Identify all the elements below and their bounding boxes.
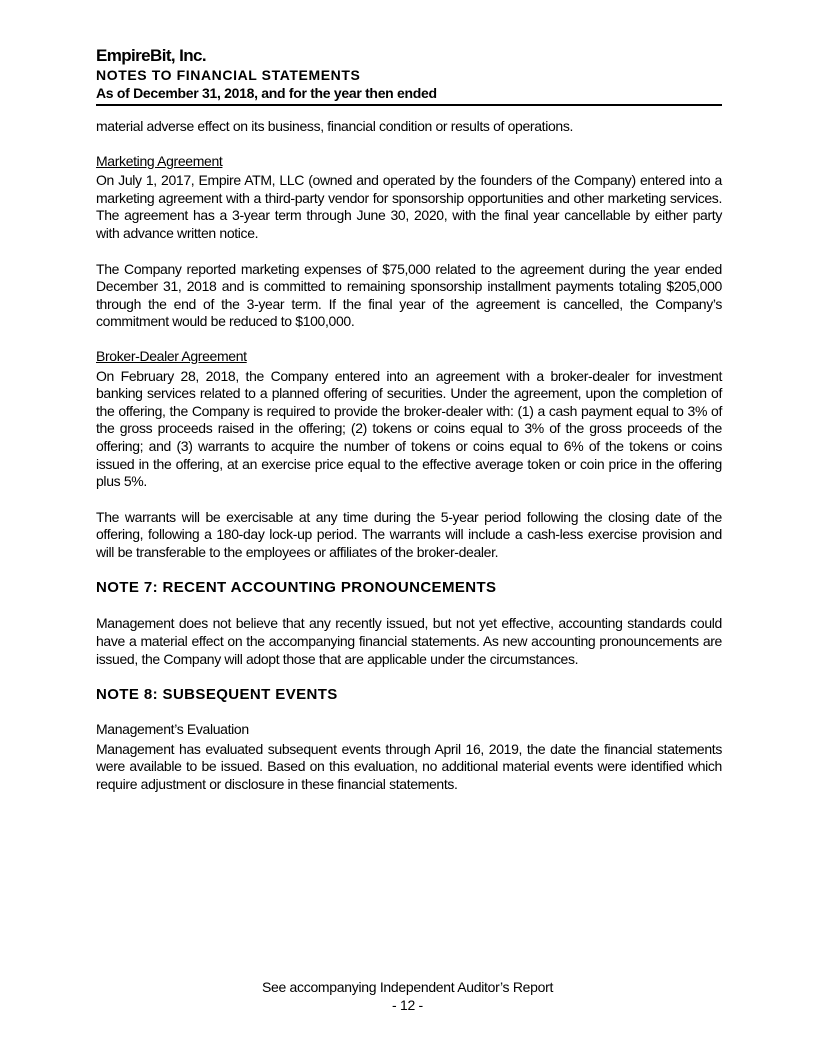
statement-period: As of December 31, 2018, and for the year then ended — [96, 85, 437, 101]
page-header — [96, 46, 722, 106]
auditor-report-note: See accompanying Independent Auditor’s Report — [261, 979, 554, 995]
marketing-agreement-paragraph-2: The Company reported marketing expenses of $75,000 related to the agreement during the year ended December 31, 2018 and is committed to remaining sponsorship installment payments totaling $205,000 through the end of the 3-year term. If the final year of the agreement is cancelled, the Company’s commitment would be reduced to $100,000. — [96, 260, 722, 330]
page-footer — [0, 978, 815, 1014]
page-number: - 12 - — [392, 997, 423, 1013]
note-7-paragraph: Management does not believe that any recently issued, but not yet effective, accounting standards could have a material effect on the accompanying financial statements. As new accounting pronouncements are issued, the Company will adopt those that are applicable under the circumstances. — [96, 615, 722, 667]
statement-title: NOTES TO FINANCIAL STATEMENTS — [96, 67, 361, 83]
broker-dealer-paragraph-2: The warrants will be exercisable at any time during the 5-year period following the closing date of the offering, following a 180-day lock-up period. The warrants will include a cash-less exercise provision and will be transferable to the employees or affiliates of the broker-dealer. — [96, 508, 722, 560]
note-8-paragraph: Management has evaluated subsequent events through April 16, 2019, the date the financial statements were available to be issued. Based on this evaluation, no additional material events were identified which require adjustment or disclosure in these financial statements. — [96, 740, 722, 793]
company-name: EmpireBit, Inc. — [96, 46, 207, 65]
continuation-paragraph: material adverse effect on its business, financial condition or results of operations. — [96, 118, 574, 134]
marketing-agreement-heading: Marketing Agreement — [96, 152, 223, 169]
note-8-heading: NOTE 8: SUBSEQUENT EVENTS — [96, 686, 338, 704]
note-8-subheading: Management’s Evaluation — [96, 721, 249, 738]
document-page — [96, 46, 722, 794]
broker-dealer-paragraph-1: On February 28, 2018, the Company entered into an agreement with a broker-dealer for investment banking services related to a planned offering of securities. Under the agreement, upon the completion of the offering, the Company is required to provide the broker-dealer with: (1) a cash payment equal to 3% of the gross proceeds raised in the offering; (2) tokens or coins equal to 3% of the gross proceeds of the offering; and (3) warrants to acquire the number of tokens or coins equal to 6% of the tokens or coins issued in the offering, at an exercise price equal to the effective average token or coin price in the offering plus 5%. — [96, 367, 722, 490]
broker-dealer-agreement-heading: Broker-Dealer Agreement — [96, 347, 247, 364]
marketing-agreement-paragraph-1: On July 1, 2017, Empire ATM, LLC (owned and operated by the founders of the Company) entered into a marketing agreement with a third-party vendor for sponsorship opportunities and other marketing services. The agreement has a 3-year term through June 30, 2020, with the final year cancellable by either party with advance written notice. — [96, 172, 722, 241]
note-7-heading: NOTE 7: RECENT ACCOUNTING PRONOUNCEMENTS — [96, 579, 497, 597]
